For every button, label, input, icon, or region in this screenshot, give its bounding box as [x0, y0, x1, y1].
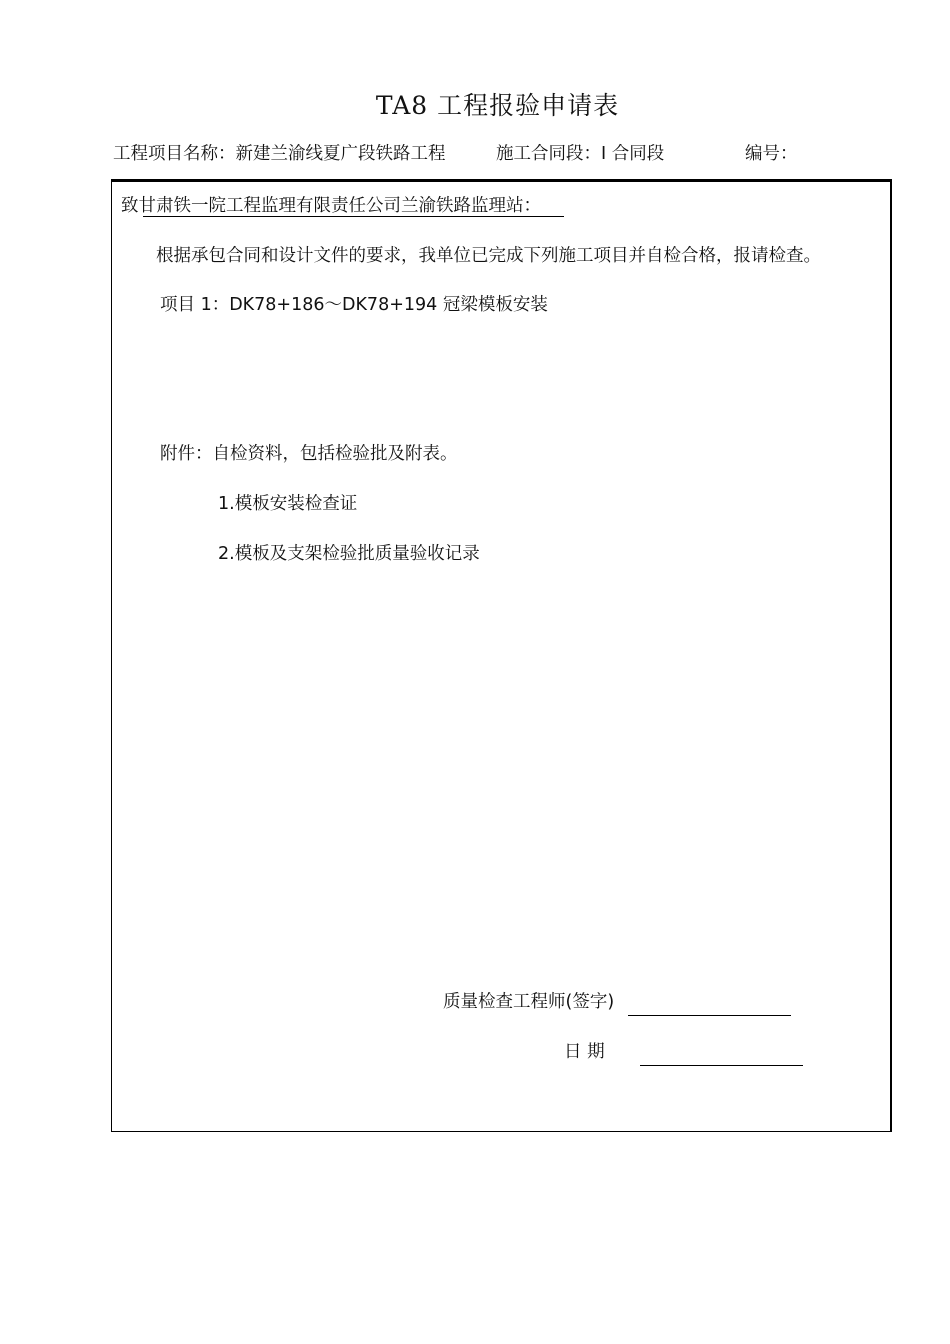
number-label: 编号： [745, 144, 798, 164]
project-name: 工程项目名称：新建兰渝线夏广段铁路工程 [113, 144, 446, 164]
attachment-item: 1.模板安装检查证 [218, 494, 358, 514]
addressee-underline [143, 216, 564, 217]
page-title: TA8 工程报验申请表 [375, 91, 620, 120]
request-text: 根据承包合同和设计文件的要求，我单位已完成下列施工项目并自检合格，报请检查。 [156, 246, 821, 266]
date-label: 日 期 [564, 1042, 605, 1062]
addressee: 致甘肃铁一院工程监理有限责任公司兰渝铁路监理站： [121, 196, 541, 216]
engineer-signature-line [628, 1015, 791, 1016]
project-item: 项目 1：DK78+186～DK78+194 冠梁模板安装 [160, 295, 548, 315]
engineer-signature-label: 质量检查工程师(签字) [443, 992, 615, 1012]
attachment-item: 2.模板及支架检验批质量验收记录 [218, 544, 480, 564]
date-line [640, 1065, 803, 1066]
contract-section: 施工合同段：I 合同段 [496, 144, 665, 164]
attachment-label: 附件：自检资料，包括检验批及附表。 [160, 444, 458, 464]
